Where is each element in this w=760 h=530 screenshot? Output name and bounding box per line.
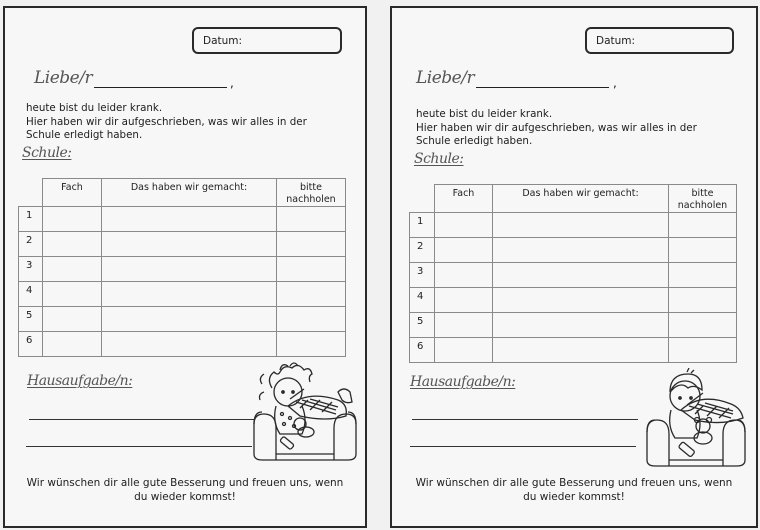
fach-cell[interactable] bbox=[435, 213, 493, 238]
header-fach: Fach bbox=[43, 179, 102, 207]
gemacht-cell[interactable] bbox=[102, 307, 277, 332]
fach-cell[interactable] bbox=[435, 288, 493, 313]
nachholen-cell[interactable] bbox=[277, 232, 346, 257]
sick-girl-in-armchair-illustration bbox=[250, 362, 362, 462]
intro-line: heute bist du leider krank. bbox=[26, 102, 163, 114]
table-row bbox=[19, 207, 346, 232]
row-number: 3 bbox=[19, 257, 43, 282]
row-number: 4 bbox=[410, 288, 435, 313]
gemacht-cell[interactable] bbox=[102, 332, 277, 357]
intro-line: heute bist du leider krank. bbox=[416, 108, 553, 120]
gemacht-cell[interactable] bbox=[493, 238, 669, 263]
closing-line: du wieder kommst! bbox=[523, 491, 625, 503]
intro-text bbox=[26, 102, 307, 143]
greeting-comma: , bbox=[613, 76, 617, 90]
table-row bbox=[410, 263, 737, 288]
table-row bbox=[410, 338, 737, 363]
gemacht-cell[interactable] bbox=[493, 313, 669, 338]
nachholen-cell[interactable] bbox=[277, 307, 346, 332]
fach-cell[interactable] bbox=[43, 207, 102, 232]
row-number: 5 bbox=[410, 313, 435, 338]
header-fach: Fach bbox=[435, 185, 493, 213]
homework-line[interactable] bbox=[26, 446, 252, 447]
fach-cell[interactable] bbox=[43, 257, 102, 282]
nachholen-cell[interactable] bbox=[669, 338, 737, 363]
fach-cell[interactable] bbox=[43, 332, 102, 357]
gemacht-cell[interactable] bbox=[102, 207, 277, 232]
fach-cell[interactable] bbox=[435, 263, 493, 288]
nachholen-cell[interactable] bbox=[277, 282, 346, 307]
school-table bbox=[18, 178, 346, 357]
table-row bbox=[410, 238, 737, 263]
greeting-label: Liebe/r bbox=[34, 68, 93, 88]
greeting-comma: , bbox=[230, 76, 234, 90]
fach-cell[interactable] bbox=[435, 313, 493, 338]
date-field[interactable] bbox=[585, 27, 734, 54]
table-row bbox=[19, 282, 346, 307]
header-gemacht: Das haben wir gemacht: bbox=[102, 179, 277, 207]
gemacht-cell[interactable] bbox=[102, 282, 277, 307]
table-row bbox=[19, 257, 346, 282]
closing-text bbox=[400, 476, 748, 504]
row-number: 6 bbox=[19, 332, 43, 357]
row-number: 6 bbox=[410, 338, 435, 363]
table-row bbox=[410, 213, 737, 238]
gemacht-cell[interactable] bbox=[493, 288, 669, 313]
date-label: Datum: bbox=[596, 35, 636, 47]
table-row bbox=[410, 313, 737, 338]
table-corner bbox=[19, 179, 43, 207]
table-row bbox=[19, 307, 346, 332]
row-number: 4 bbox=[19, 282, 43, 307]
nachholen-cell[interactable] bbox=[669, 263, 737, 288]
header-nachholen: bitte nachholen bbox=[669, 185, 737, 213]
nachholen-cell[interactable] bbox=[669, 213, 737, 238]
nachholen-cell[interactable] bbox=[277, 332, 346, 357]
gemacht-cell[interactable] bbox=[493, 338, 669, 363]
row-number: 1 bbox=[410, 213, 435, 238]
intro-text bbox=[416, 108, 697, 149]
intro-line: Schule erledigt haben. bbox=[26, 129, 143, 141]
fach-cell[interactable] bbox=[435, 238, 493, 263]
closing-line: du wieder kommst! bbox=[134, 491, 236, 503]
table-row bbox=[19, 232, 346, 257]
gemacht-cell[interactable] bbox=[102, 232, 277, 257]
header-nachholen: bitte nachholen bbox=[277, 179, 346, 207]
nachholen-cell[interactable] bbox=[277, 257, 346, 282]
homework-line[interactable] bbox=[412, 419, 638, 420]
row-number: 2 bbox=[410, 238, 435, 263]
fach-cell[interactable] bbox=[43, 282, 102, 307]
closing-text bbox=[12, 476, 358, 504]
homework-heading: Hausaufgabe/n: bbox=[410, 374, 516, 390]
date-label: Datum: bbox=[203, 35, 243, 47]
row-number: 2 bbox=[19, 232, 43, 257]
gemacht-cell[interactable] bbox=[102, 257, 277, 282]
homework-line[interactable] bbox=[410, 446, 636, 447]
closing-line: Wir wünschen dir alle gute Besserung und freuen uns, wenn bbox=[415, 477, 733, 489]
closing-line: Wir wünschen dir alle gute Besserung und freuen uns, wenn bbox=[26, 477, 344, 489]
homework-line[interactable] bbox=[29, 419, 255, 420]
nachholen-cell[interactable] bbox=[669, 313, 737, 338]
greeting-label: Liebe/r bbox=[416, 68, 475, 88]
fach-cell[interactable] bbox=[43, 307, 102, 332]
intro-line: Hier haben wir dir aufgeschrieben, was wir alles in der bbox=[26, 115, 307, 128]
student-name-line[interactable] bbox=[476, 87, 609, 88]
nachholen-cell[interactable] bbox=[669, 238, 737, 263]
intro-line: Schule erledigt haben. bbox=[416, 135, 533, 147]
fach-cell[interactable] bbox=[43, 232, 102, 257]
nachholen-cell[interactable] bbox=[669, 288, 737, 313]
date-field[interactable] bbox=[192, 27, 342, 54]
school-heading: Schule: bbox=[22, 145, 72, 161]
homework-heading: Hausaufgabe/n: bbox=[27, 373, 133, 389]
table-row bbox=[410, 288, 737, 313]
student-name-line[interactable] bbox=[94, 87, 227, 88]
nachholen-cell[interactable] bbox=[277, 207, 346, 232]
row-number: 1 bbox=[19, 207, 43, 232]
school-heading: Schule: bbox=[414, 151, 464, 167]
row-number: 3 bbox=[410, 263, 435, 288]
intro-line: Hier haben wir dir aufgeschrieben, was wir alles in der bbox=[416, 121, 697, 134]
gemacht-cell[interactable] bbox=[493, 213, 669, 238]
row-number: 5 bbox=[19, 307, 43, 332]
table-row bbox=[19, 332, 346, 357]
gemacht-cell[interactable] bbox=[493, 263, 669, 288]
school-table bbox=[409, 184, 737, 363]
fach-cell[interactable] bbox=[435, 338, 493, 363]
header-gemacht: Das haben wir gemacht: bbox=[493, 185, 669, 213]
sick-boy-in-armchair-illustration bbox=[645, 368, 749, 468]
table-corner bbox=[410, 185, 435, 213]
